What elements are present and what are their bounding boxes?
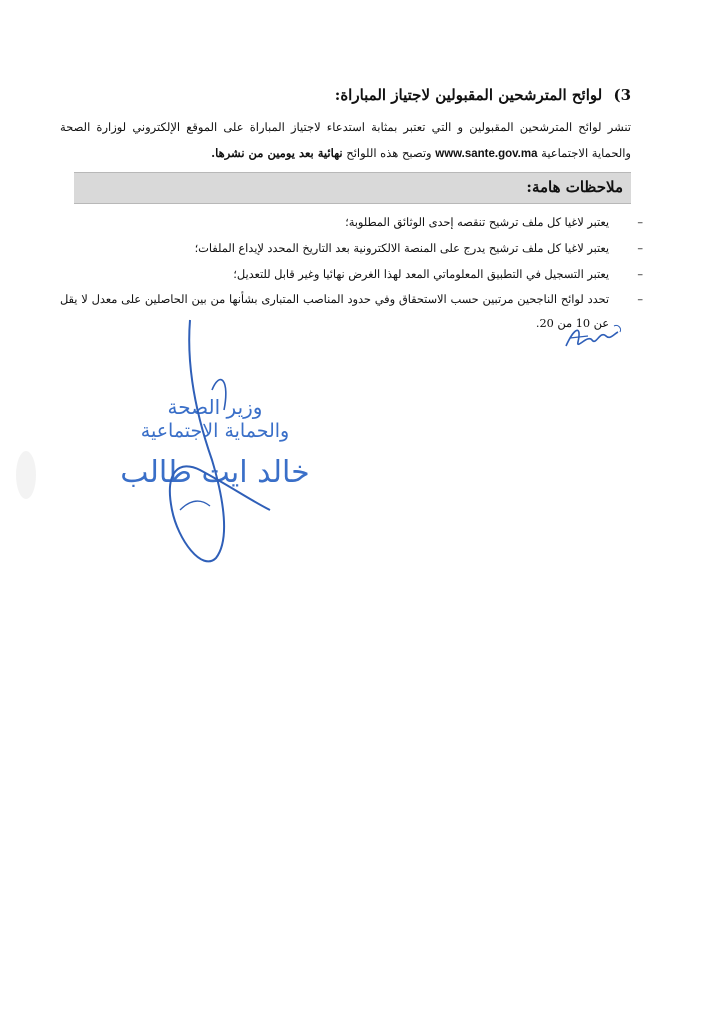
list-item <box>60 236 643 262</box>
section-number: 3) <box>613 86 631 104</box>
section-title: لوائح المترشحين المقبولين لاجتياز المباراة: <box>334 86 603 104</box>
list-dash: – <box>637 242 643 255</box>
list-dash: – <box>637 216 643 229</box>
stamp-name: خالد ايت طالب <box>120 455 310 490</box>
stamp-subtitle: والحماية الاجتماعية <box>140 420 290 442</box>
paragraph-bold-text: نهائية بعد يومين من نشرها. <box>211 146 343 160</box>
section-paragraph <box>60 114 631 167</box>
paragraph-text-2: وتصبح هذه اللوائح <box>346 146 432 160</box>
handwritten-signature <box>120 310 320 570</box>
notes-header-bar <box>74 172 631 204</box>
list-item <box>60 262 643 288</box>
website-url: www.sante.gov.ma <box>435 148 538 160</box>
list-item <box>60 210 643 236</box>
paragraph-text-1: تنشر لوائح المترشحين المقبولين و التي تعتبر بمثابة استدعاء لاجتياز المباراة على الموقع الإلكتروني لوزارة الصحة والحماية الاجتماعية <box>60 120 631 160</box>
stamp-title: وزير الصحة <box>167 395 263 419</box>
notes-title: ملاحظات هامة: <box>526 178 623 196</box>
note-text: يعتبر التسجيل في التطبيق المعلوماتي المعد لهذا الغرض نهائيا وغير قابل للتعديل؛ <box>233 268 609 281</box>
note-text: تحدد لوائح الناجحين مرتبين حسب الاستحقاق وفي حدود المناصب المتبارى بشأنها من بين الحاصلين على معدل لا يقل عن 10 من 20. <box>60 293 609 330</box>
note-text: يعتبر لاغيا كل ملف ترشيح يدرج على المنصة الالكترونية بعد التاريخ المحدد لإيداع الملفات؛ <box>194 242 609 255</box>
scan-smudge <box>8 445 48 505</box>
initials-signature <box>560 316 630 356</box>
section-heading <box>160 86 631 104</box>
note-text: يعتبر لاغيا كل ملف ترشيح تنقصه إحدى الوثائق المطلوبة؛ <box>345 216 609 229</box>
list-dash: – <box>637 268 643 281</box>
list-dash: – <box>637 293 643 306</box>
